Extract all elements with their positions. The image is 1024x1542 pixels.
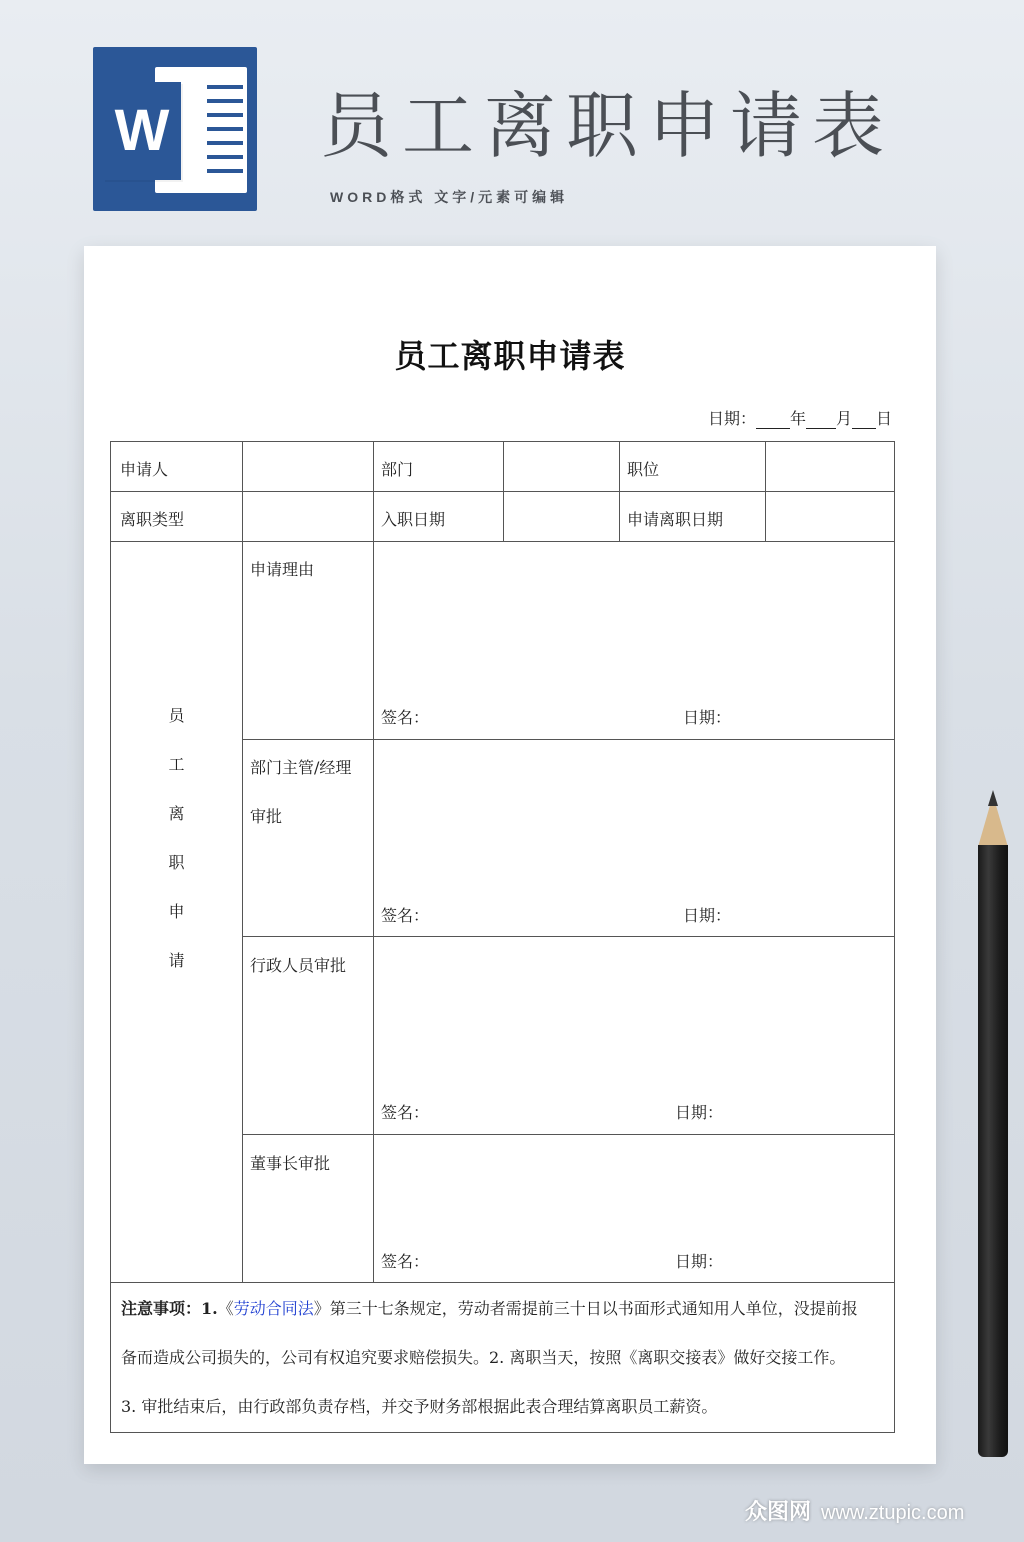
date-label: 日期： bbox=[707, 409, 756, 428]
day-label: 日 bbox=[875, 409, 892, 428]
manager-date-label: 日期： bbox=[683, 906, 732, 925]
manager-approval-field[interactable] bbox=[373, 739, 894, 889]
notes-line-1: 注意事项：1.《劳动合同法》第三十七条规定，劳动者需提前三十日以书面形式通知用人单位，没提前报 bbox=[121, 1299, 858, 1318]
document-title: 员工离职申请表 bbox=[394, 337, 626, 375]
month-label: 月 bbox=[835, 409, 852, 428]
banner-title: 员工离职申请表 bbox=[320, 84, 895, 168]
pencil-lead-icon bbox=[988, 790, 998, 806]
department-label: 部门 bbox=[381, 460, 414, 479]
admin-approval-field[interactable] bbox=[373, 936, 894, 1086]
position-field[interactable] bbox=[765, 442, 894, 491]
notes bbox=[121, 1284, 886, 1431]
applicant-label: 申请人 bbox=[120, 460, 169, 479]
word-logo bbox=[93, 47, 257, 211]
position-label: 职位 bbox=[627, 460, 660, 479]
watermark-brand: 众图网 bbox=[745, 1499, 812, 1524]
month-blank[interactable] bbox=[806, 412, 836, 429]
admin-date-label: 日期： bbox=[675, 1103, 724, 1122]
admin-approval-label: 行政人员审批 bbox=[250, 956, 347, 975]
word-letter-icon: W bbox=[103, 82, 181, 180]
chairman-sign-label: 签名： bbox=[381, 1252, 430, 1271]
chairman-date-label: 日期： bbox=[675, 1252, 724, 1271]
admin-sign-label: 签名： bbox=[381, 1103, 430, 1122]
notes-line-3: 3. 审批结束后，由行政部负责存档，并交予财务部根据此表合理结算离职员工薪资。 bbox=[121, 1397, 718, 1416]
entry-date-label: 入职日期 bbox=[381, 510, 446, 529]
watermark-url: www.ztupic.com bbox=[821, 1502, 965, 1524]
chairman-approval-label: 董事长审批 bbox=[250, 1154, 331, 1173]
manager-sign-label: 签名： bbox=[381, 906, 430, 925]
date-line bbox=[708, 406, 892, 429]
chairman-approval-field[interactable] bbox=[373, 1134, 894, 1234]
pencil-icon bbox=[978, 845, 1008, 1457]
year-label: 年 bbox=[789, 409, 806, 428]
manager-approval-label: 部门主管/经理 bbox=[250, 758, 352, 777]
resignation-form-table bbox=[110, 441, 895, 1433]
applicant-field[interactable] bbox=[242, 442, 373, 491]
apply-date-label: 申请离职日期 bbox=[627, 510, 724, 529]
document-page bbox=[84, 246, 936, 1464]
reason-date-label: 日期： bbox=[683, 708, 732, 727]
watermark bbox=[745, 1495, 964, 1526]
reason-field[interactable] bbox=[373, 541, 894, 691]
leave-type-field[interactable] bbox=[242, 491, 373, 541]
department-field[interactable] bbox=[503, 442, 619, 491]
section-vertical-label: 员 工 离 职 申 请 bbox=[168, 706, 185, 970]
reason-sign-label: 签名： bbox=[381, 708, 430, 727]
manager-approval-label-2: 审批 bbox=[250, 807, 283, 826]
labor-law-link: 劳动合同法 bbox=[233, 1299, 314, 1318]
day-blank[interactable] bbox=[852, 412, 876, 429]
entry-date-field[interactable] bbox=[503, 491, 619, 541]
banner-subtitle: WORD格式 文字/元素可编辑 bbox=[330, 189, 569, 205]
apply-date-field[interactable] bbox=[765, 491, 894, 541]
reason-label: 申请理由 bbox=[250, 560, 315, 579]
year-blank[interactable] bbox=[756, 412, 790, 429]
leave-type-label: 离职类型 bbox=[120, 510, 185, 529]
notes-line-2: 备而造成公司损失的，公司有权追究要求赔偿损失。2. 离职当天，按照《离职交接表》做好交接工作。 bbox=[121, 1348, 846, 1367]
